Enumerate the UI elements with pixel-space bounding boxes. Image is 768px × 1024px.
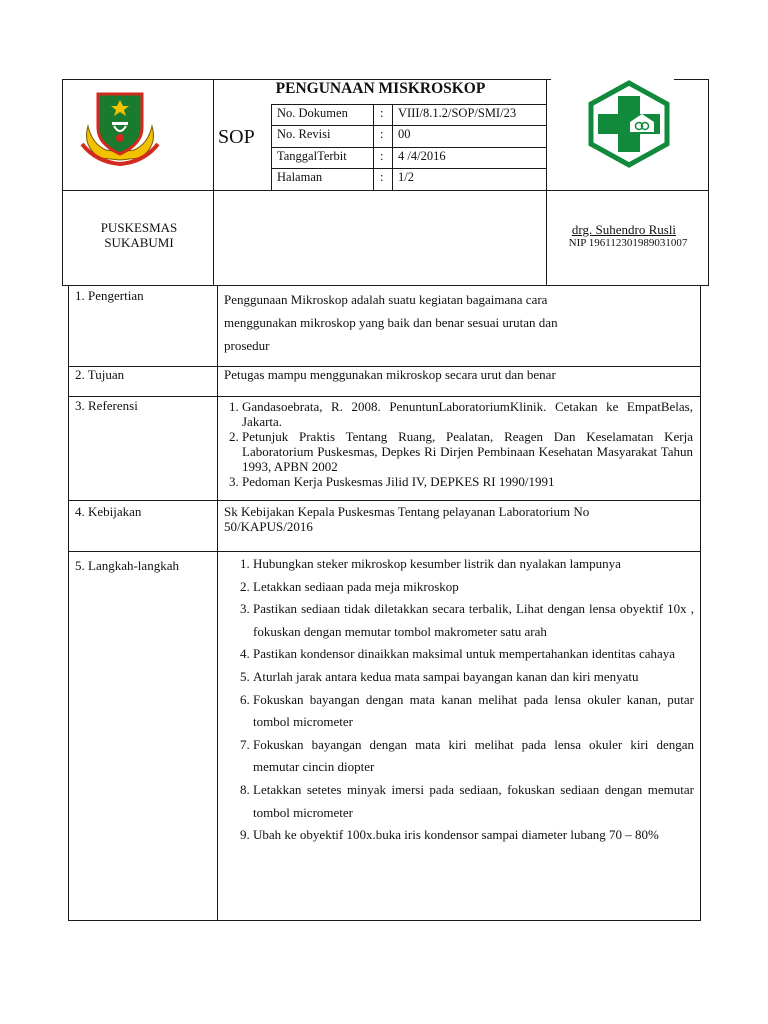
meta-label: No. Dokumen (277, 106, 348, 120)
section-langkah-list (231, 553, 694, 847)
meta-value: 4 /4/2016 (398, 149, 446, 163)
rule (700, 285, 701, 921)
text-line: Sk Kebijakan Kepala Puskesmas Tentang pelayanan Laboratorium No (224, 504, 590, 519)
rule (68, 920, 701, 921)
list-item: 1. Hubungkan steker mikroskop kesumber listrik dan nyalakan lampunya (253, 553, 694, 576)
meta-value: 1/2 (398, 170, 414, 184)
rule (674, 79, 709, 80)
rule (68, 500, 701, 501)
rule (68, 285, 69, 921)
org-name-line2: SUKABUMI (104, 235, 174, 250)
puskesmas-logo-icon (584, 80, 674, 168)
list-item: 5. Aturlah jarak antara kedua mata sampai bayangan kanan dan kiri menyatu (253, 666, 694, 689)
sop-label: SOP (218, 126, 255, 148)
meta-value: VIII/8.1.2/SOP/SMI/23 (398, 106, 517, 120)
signer-nip: NIP 196112301989031007 (568, 237, 688, 249)
rule (271, 125, 547, 126)
text-line: prosedur (224, 338, 270, 353)
section-kebijakan-text (224, 504, 694, 534)
list-item: 1. Gandasoebrata, R. 2008. PenuntunLaboratoriumKlinik. Cetakan ke EmpatBelas, Jakarta. (242, 399, 693, 429)
list-item: 3. Pastikan sediaan tidak diletakkan secara terbalik, Lihat dengan lensa obyektif 10x , fokuskan dengan memutar tombol makrometer satu arah (253, 598, 694, 643)
section-referensi-list (220, 399, 693, 489)
meta-value: 00 (398, 127, 411, 141)
section-label: 3. Referensi (75, 398, 138, 413)
meta-label: Halaman (277, 170, 323, 184)
list-item: 7. Fokuskan bayangan dengan mata kiri melihat pada lensa okuler kiri dengan memutar cincin diopter (253, 734, 694, 779)
rule (271, 147, 547, 148)
rule (68, 396, 701, 397)
rule (392, 104, 393, 190)
list-item: 8. Letakkan setetes minyak imersi pada sediaan, fokuskan sediaan dengan memutar tombol micrometer (253, 779, 694, 824)
section-pengertian-text (224, 288, 694, 357)
rule (217, 285, 218, 921)
rule (62, 190, 708, 191)
regional-emblem-icon (78, 88, 162, 168)
list-item: 2. Petunjuk Praktis Tentang Ruang, Pealatan, Reagen Dan Keselamatan Kerja Laboratorium Puskesmas, Depkes Ri Dirjen Pembinaan Kesehatan Masyarakat Tahun 1993, APBN 2002 (242, 429, 693, 474)
rule (546, 79, 547, 286)
rule (68, 551, 701, 552)
list-item: 3. Pedoman Kerja Puskesmas Jilid IV, DEPKES RI 1990/1991 (242, 474, 693, 489)
list-item: 6. Fokuskan bayangan dengan mata kanan melihat pada lensa okuler kanan, putar tombol micrometer (253, 689, 694, 734)
text-line: menggunakan mikroskop yang baik dan benar sesuai urutan dan (224, 315, 558, 330)
meta-label: TanggalTerbit (277, 149, 347, 163)
section-tujuan-text: Petugas mampu menggunakan mikroskop secara urut dan benar (224, 367, 556, 382)
meta-sep: : (380, 149, 384, 163)
text-line: 50/KAPUS/2016 (224, 519, 313, 534)
rule (271, 168, 547, 169)
section-label: 5. Langkah-langkah (75, 558, 179, 573)
document-title: PENGUNAAN MISKROSKOP (275, 80, 486, 97)
section-label: 2. Tujuan (75, 367, 125, 382)
rule (62, 285, 708, 286)
meta-sep: : (380, 106, 384, 120)
meta-label: No. Revisi (277, 127, 331, 141)
rule (213, 79, 214, 286)
list-item: 9. Ubah ke obyektif 100x.buka iris kondensor sampai diameter lubang 70 – 80% (253, 824, 694, 847)
rule (373, 104, 374, 190)
meta-sep: : (380, 170, 384, 184)
rule (271, 104, 547, 105)
rule (271, 104, 272, 190)
list-item: 2. Letakkan sediaan pada meja mikroskop (253, 576, 694, 599)
text-line: Penggunaan Mikroskop adalah suatu kegiatan bagaimana cara (224, 292, 548, 307)
meta-sep: : (380, 127, 384, 141)
org-name-line1: PUSKESMAS (100, 220, 178, 235)
rule (62, 79, 63, 286)
section-label: 1. Pengertian (75, 288, 144, 303)
list-item: 4. Pastikan kondensor dinaikkan maksimal untuk mempertahankan identitas cahaya (253, 643, 694, 666)
rule (708, 79, 709, 286)
section-label: 4. Kebijakan (75, 504, 142, 519)
signer-name: drg. Suhendro Rusli (571, 222, 677, 237)
